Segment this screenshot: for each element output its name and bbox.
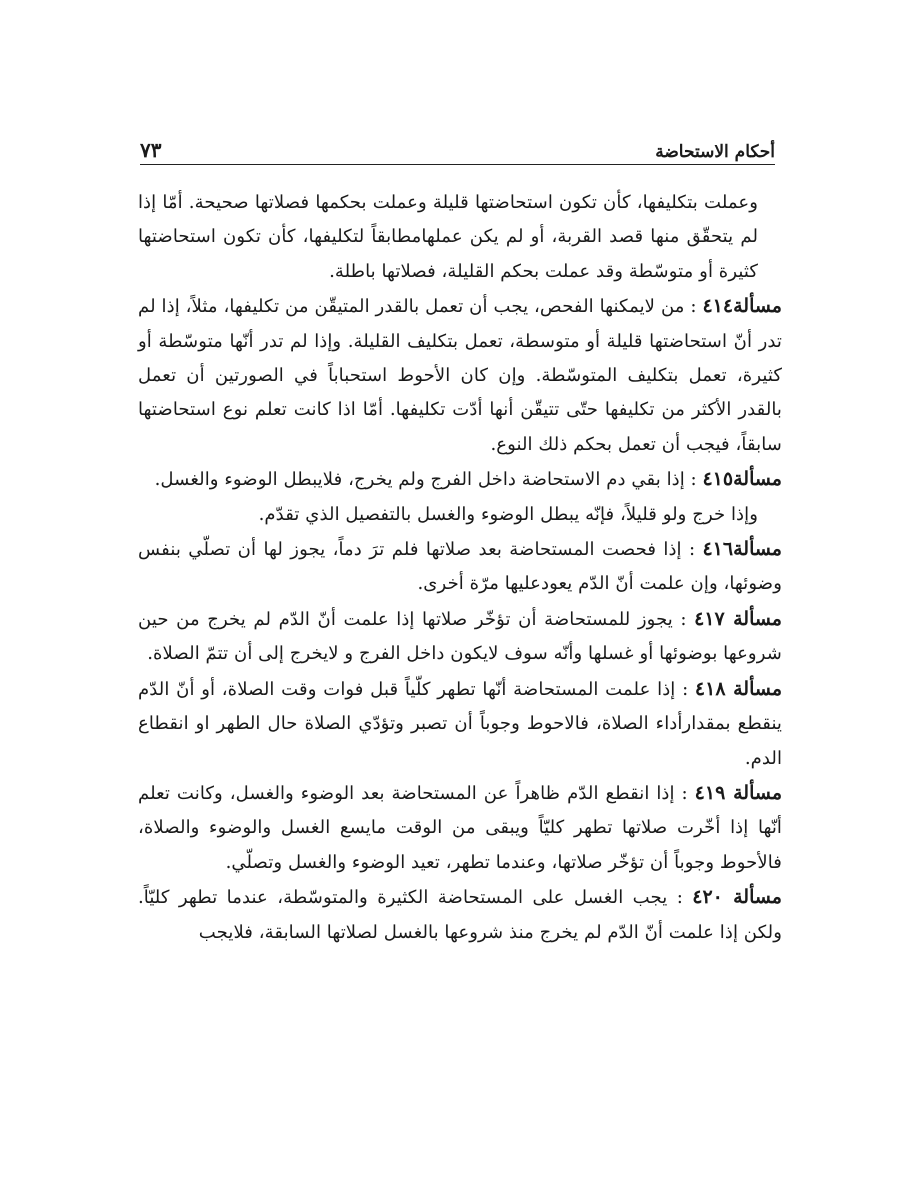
issue-417: [138, 602, 782, 672]
issue-414: [138, 289, 782, 462]
issue-label: مسألة ٤١٨: [694, 677, 782, 700]
issue-text: : يجوز للمستحاضة أن تؤخّر صلاتها إذا علمت أنّ الدّم لم يخرج من حين شروعها بوضوئها أو غسلها وأنّه سوف لايكون داخل الفرج و لايخرج إلى أن تتمّ الصلاة.: [138, 608, 782, 665]
paragraph-text: وإذا خرج ولو قليلاً، فإنّه يبطل الوضوء والغسل بالتفصيل الذي تقدّم.: [258, 503, 758, 525]
page-header: [140, 128, 775, 165]
issue-label: مسألة ٤١٧: [694, 607, 782, 630]
issue-text: : إذا انقطع الدّم ظاهراً عن المستحاضة بعد الوضوء والغسل، وكانت تعلم أنّها إذا أخّرت صلاتها تطهر كليّاً ويبقى من الوقت مايسع الغسل والوضوء والصلاة، فالأحوط وجوباً أن تؤخّر صلاتها، وعندما تطهر، تعيد الوضوء والغسل وتصلّي.: [138, 782, 782, 873]
paragraph-text: وعملت بتكليفها، كأن تكون استحاضتها قليلة وعملت بحكمها فصلاتها صحيحة. أمّا إذا لم يتحقّق منها قصد القربة، أو لم يكن عملهامطابقاً لتكليفها، كأن تكون استحاضتها كثيرة أو متوسّطة وقد عملت بحكم القليلة، فصلاتها باطلة.: [138, 192, 758, 282]
issue-label: مسألة ٤٢٠: [692, 886, 782, 909]
page-number: ٧٣: [140, 138, 162, 162]
issue-label: مسألة٤١٤: [702, 295, 782, 318]
issue-text: : إذا بقي دم الاستحاضة داخل الفرج ولم يخرج، فلايبطل الوضوء والغسل.: [154, 469, 703, 491]
paragraph-continued: [138, 186, 778, 289]
issue-label: مسألة ٤١٩: [694, 781, 782, 804]
issue-420: [138, 880, 782, 950]
issue-text: : إذا علمت المستحاضة أنّها تطهر كلّياً قبل فوات وقت الصلاة، أو أنّ الدّم ينقطع بمقدارأداء الصلاة، فالاحوط وجوباً أن تصبر وتؤدّي الصلاة حال الطهر او انقطاع الدم.: [138, 678, 782, 769]
issue-text: : إذا فحصت المستحاضة بعد صلاتها فلم ترَ دماً، يجوز لها أن تصلّي بنفس وضوئها، وإن علمت أنّ الدّم يعودعليها مرّة أخرى.: [138, 539, 782, 595]
issue-415: [138, 462, 782, 497]
issue-label: مسألة٤١٦: [702, 538, 782, 561]
issue-416: [138, 532, 782, 602]
issue-text: : من لايمكنها الفحص، يجب أن تعمل بالقدر المتيقّن من تكليفها، مثلاً، إذا لم تدر أنّ استحاضتها قليلة أو متوسطة، تعمل بتكليف القليلة. وإذا لم تدر أنّها متوسّطة أو كثيرة، تعمل بتكليف المتوسّطة. وإن كان الأحوط استحباباً في الصورتين أن تعمل بالقدر الأكثر من تكليفها حتّى تتيقّن أنها أدّت تكليفها. أمّا اذا كانت تعلم نوع استحاضتها سابقاً، فيجب أن تعمل بحكم ذلك النوع.: [138, 296, 782, 455]
paragraph-continued: [138, 498, 778, 532]
issue-text: : يجب الغسل على المستحاضة الكثيرة والمتوسّطة، عندما تطهر كليّاً. ولكن إذا علمت أنّ الدّم لم يخرج منذ شروعها بالغسل لصلاتها السابقة، فلايجب: [138, 887, 782, 943]
issue-label: مسألة٤١٥: [702, 468, 782, 491]
issue-418: [138, 672, 782, 776]
issue-419: [138, 776, 782, 880]
body-text: [138, 186, 782, 950]
running-title: أحكام الاستحاضة: [655, 142, 775, 162]
